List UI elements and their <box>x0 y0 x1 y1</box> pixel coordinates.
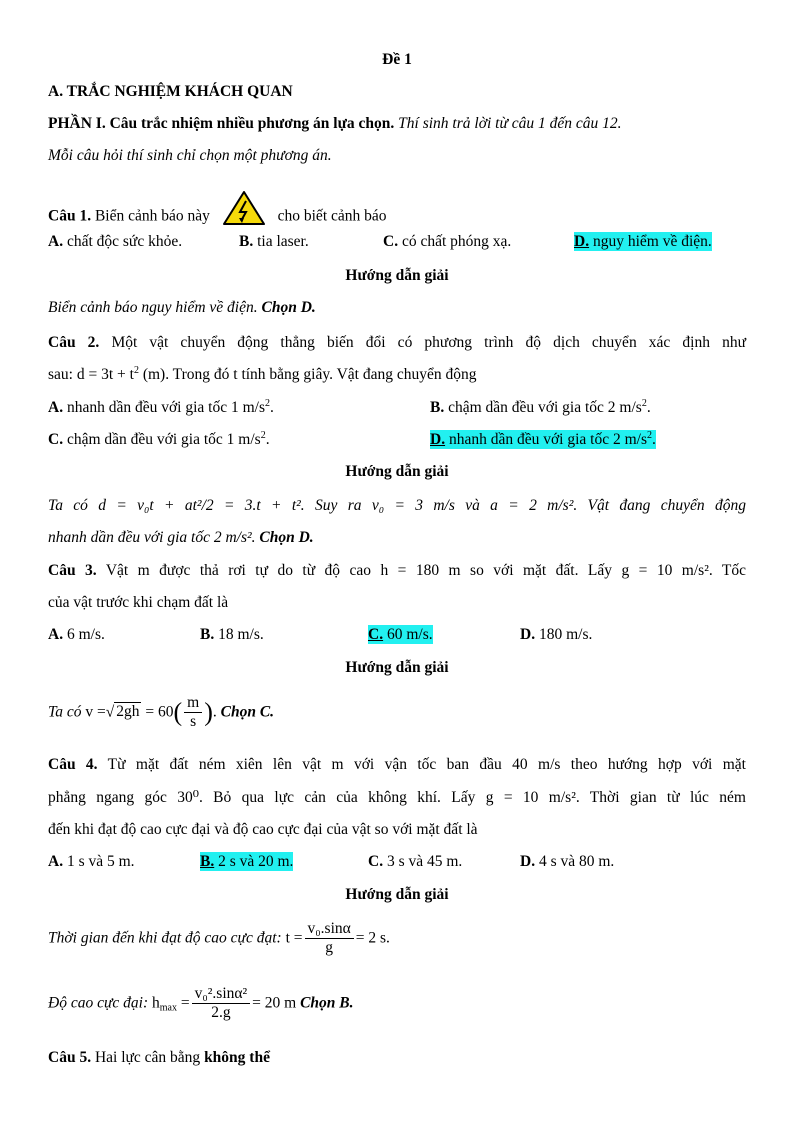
question-text: Biển cảnh báo này <box>94 207 210 225</box>
question-text-end: cho biết cảnh báo <box>277 207 387 225</box>
q3-solution: Ta có v =√ 2gh = 60( $\frac{m}{s}$ ). Chọn C. <box>48 694 275 730</box>
q2-options-row-1 <box>0 398 794 420</box>
q3-option-a[interactable]: A. 6 m/s. <box>48 626 105 643</box>
q1-solution: Biển cảnh báo nguy hiểm về điện. Chọn D. <box>48 299 316 316</box>
question-3-line-2: của vật trước khi chạm đất là <box>48 594 229 611</box>
guide-title: Hướng dẫn giải <box>345 267 449 284</box>
electrical-hazard-icon <box>222 190 266 231</box>
guide-title: Hướng dẫn giải <box>345 659 449 676</box>
q4-option-d[interactable]: D. 4 s và 80 m. <box>520 853 615 870</box>
guide-title: Hướng dẫn giải <box>345 886 449 903</box>
q1-options <box>0 232 794 254</box>
section-heading: A. TRẮC NGHIỆM KHÁCH QUAN <box>48 83 293 100</box>
question-4-line-3: đến khi đạt độ cao cực đại và độ cao cực đại của vật so với mặt đất là <box>48 821 478 838</box>
q1-option-c[interactable]: C. có chất phóng xạ. <box>383 233 512 250</box>
q3-option-b[interactable]: B. 18 m/s. <box>200 626 264 643</box>
q4-options <box>0 852 794 874</box>
q4-solution-time: Thời gian đến khi đạt độ cao cực đạt: t = $\frac{\text{v₀.sinα}}{g}$ = 2 s. <box>48 920 390 956</box>
page-title: Đề 1 <box>382 51 412 68</box>
question-4-line-2: phẳng ngang góc 30⁰. Bỏ qua lực cản của không khí. Lấy g = 10 m/s². Thời gian từ lúc ném <box>48 789 746 806</box>
part-instructions <box>48 114 746 133</box>
question-3: Câu 3. Vật m được thả rơi tự do từ độ cao h = 180 m so với mặt đất. Lấy g = 10 m/s². Tốc <box>48 562 746 579</box>
q1-option-a[interactable]: A. chất độc sức khỏe. <box>48 233 183 250</box>
q1-option-d-correct[interactable]: D. nguy hiểm về điện. <box>574 233 712 250</box>
question-2: Câu 2. Một vật chuyển động thẳng biến đổi có phương trình độ dịch chuyển xác định như <box>48 334 746 351</box>
part-title: PHẦN I. Câu trắc nhiệm nhiều phương án lựa chọn. <box>48 115 395 132</box>
question-label: Câu 1. <box>48 207 92 225</box>
q2-option-d-correct[interactable]: D. nhanh dần đều với gia tốc 2 $m/s^2$. <box>430 430 656 448</box>
q3-option-d[interactable]: D. 180 m/s. <box>520 626 593 643</box>
q2-options-row-2 <box>0 430 794 452</box>
q2-option-c[interactable]: C. chậm dần đều với gia tốc 1 $m/s^2$. <box>48 430 270 448</box>
q2-option-b[interactable]: B. chậm dần đều với gia tốc 2 $m/s^2$. <box>430 398 651 416</box>
q2-solution-line-2: nhanh dần đều với gia tốc 2 m/s². Chọn D. <box>48 529 314 546</box>
q4-option-b-correct[interactable]: B. 2 s và 20 m. <box>200 853 294 870</box>
question-2-line-2: sau: $d = 3t + t^2$ (m). Trong đó t tính bằng giây. Vật đang chuyển động <box>48 365 477 383</box>
q2-solution: Ta có d = v₀t + at²/2 = 3.t + t². Suy ra v₀ = 3 m/s và a = 2 m/s². Vật đang chuyển động <box>48 497 746 514</box>
q3-option-c-correct[interactable]: C. 60 m/s. <box>368 626 433 643</box>
guide-title: Hướng dẫn giải <box>345 463 449 480</box>
q3-options <box>0 625 794 647</box>
question-5: Câu 5. Hai lực cân bằng không thể <box>48 1049 270 1066</box>
q4-option-a[interactable]: A. 1 s và 5 m. <box>48 853 135 870</box>
part-note: Thí sinh trả lời từ câu 1 đến câu 12. <box>394 115 622 132</box>
question-4: Câu 4. Từ mặt đất ném xiên lên vật m với vận tốc ban đầu 40 m/s theo hướng hợp với mặt <box>48 756 746 773</box>
part-note-2: Mỗi câu hỏi thí sinh chỉ chọn một phương án. <box>48 147 332 164</box>
q4-solution-height: Độ cao cực đại: $h_{max}$ = $\frac{\text{v₀².sinα²}}{2.g}$ = 20 m Chọn B. <box>48 985 354 1021</box>
q4-option-c[interactable]: C. 3 s và 45 m. <box>368 853 463 870</box>
q1-option-b[interactable]: B. tia laser. <box>239 233 309 250</box>
q2-option-a[interactable]: A. nhanh dần đều với gia tốc 1 $m/s^2$. <box>48 398 274 416</box>
